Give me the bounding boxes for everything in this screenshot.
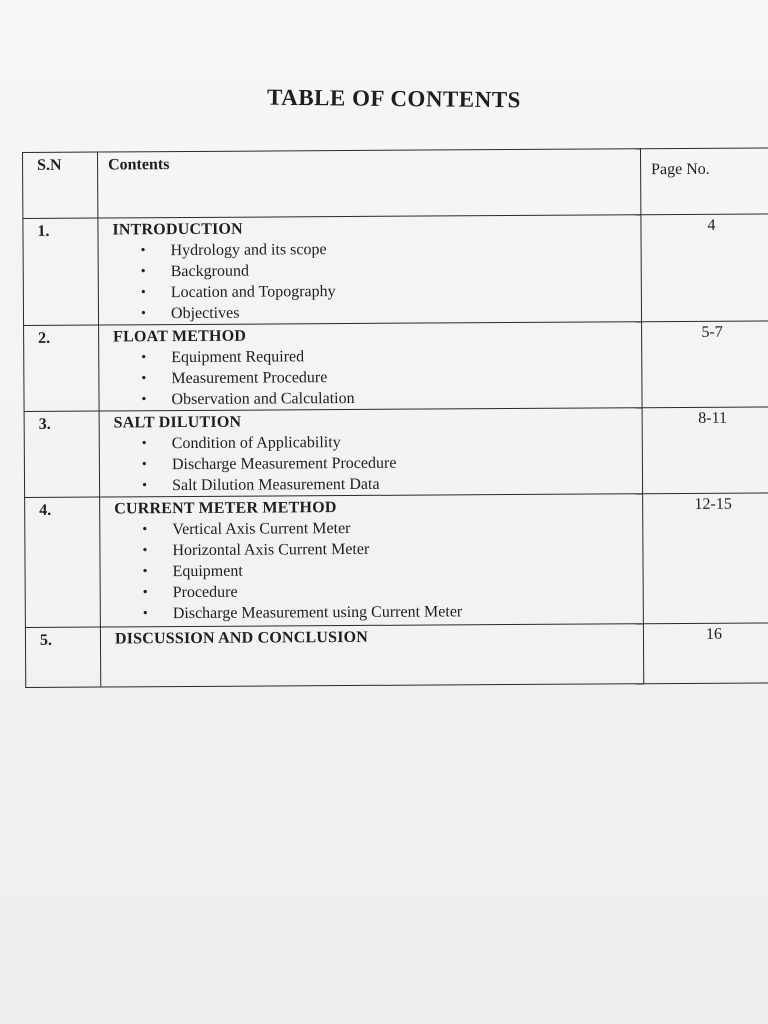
section-title: DISCUSSION AND CONCLUSION — [114, 628, 369, 648]
subsection-list — [113, 344, 641, 410]
row-sn: 3. — [24, 411, 100, 497]
row-page-number: 4 — [641, 214, 768, 322]
table-row — [23, 214, 768, 326]
list-item: • Salt Dilution Measurement Data — [142, 472, 642, 496]
header-contents: Contents — [98, 149, 641, 218]
list-item: • Hydrology and its scope — [141, 237, 641, 261]
row-sn: 4. — [25, 497, 101, 627]
list-item: • Discharge Measurement using Current Meter — [143, 600, 643, 624]
section-title: CURRENT METER METHOD — [114, 499, 337, 518]
header-sn: S.N — [23, 152, 98, 218]
row-contents — [99, 408, 643, 497]
list-item: • Measurement Procedure — [141, 365, 641, 389]
list-item: • Observation and Calculation — [141, 386, 641, 410]
row-contents — [100, 494, 644, 627]
list-item: • Equipment — [143, 558, 643, 582]
subsection-list — [113, 237, 642, 324]
page-title: TABLE OF CONTENTS — [266, 84, 522, 113]
section-title: INTRODUCTION — [112, 220, 243, 239]
section-title: FLOAT METHOD — [113, 327, 247, 346]
row-sn: 5. — [25, 627, 100, 687]
list-item: • Discharge Measurement Procedure — [142, 451, 642, 475]
list-item: • Horizontal Axis Current Meter — [142, 537, 642, 561]
list-item: • Equipment Required — [141, 344, 641, 368]
row-contents — [99, 322, 643, 411]
table-row — [24, 407, 768, 498]
list-item: • Condition of Applicability — [142, 430, 642, 454]
row-page-number: 5-7 — [642, 321, 768, 408]
list-item: • Procedure — [143, 579, 643, 603]
row-sn: 1. — [23, 218, 99, 325]
row-contents — [98, 215, 642, 325]
table-header-row — [23, 148, 768, 219]
row-contents — [100, 624, 643, 687]
toc-table — [22, 147, 768, 688]
table-row — [25, 493, 768, 628]
header-page-no: Page No. — [640, 148, 768, 215]
row-sn: 2. — [24, 325, 100, 411]
row-page-number: 8-11 — [642, 407, 768, 494]
subsection-list — [114, 516, 643, 624]
list-item: • Objectives — [141, 300, 641, 324]
row-page-number: 12-15 — [643, 493, 768, 624]
section-title: SALT DILUTION — [113, 413, 242, 432]
list-item: • Location and Topography — [141, 279, 641, 303]
list-item: • Vertical Axis Current Meter — [142, 516, 642, 540]
row-page-number: 16 — [643, 623, 768, 684]
list-item: • Background — [141, 258, 641, 282]
subsection-list — [114, 430, 642, 496]
table-row — [24, 321, 768, 412]
toc-table-container — [22, 147, 768, 688]
table-row — [25, 623, 768, 688]
